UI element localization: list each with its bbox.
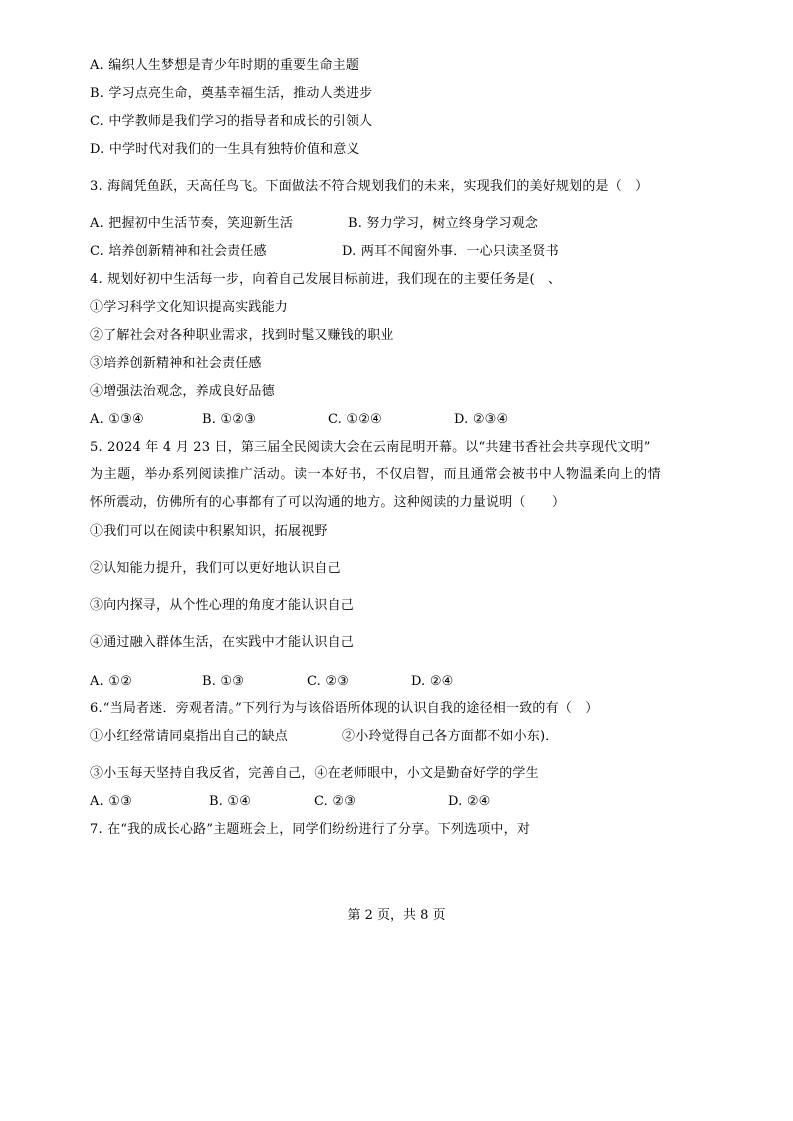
q5-stem-line-2: 为主题，举办系列阅读推广活动。读一本好书，不仅启智，而且通常会被书中人物温柔向上的情: [90, 467, 662, 482]
q2-option-c: C. 中学教师是我们学习的指导者和成长的引领人: [90, 114, 373, 129]
q3-option-b: B. 努力学习，树立终身学习观念: [348, 216, 539, 231]
q4-option-b: B. ①②③: [202, 412, 256, 427]
q6-stem: 6.“当局者迷．旁观者清。”下列行为与该俗语所体现的认识自我的途径相一致的有（ ）: [90, 701, 599, 716]
q3-options-row1: [90, 215, 538, 233]
q2-option-d: D. 中学时代对我们的一生具有独特价值和意义: [90, 142, 360, 157]
q4-option-a: A. ①③④: [90, 412, 144, 427]
q5-item-4: ④通过融入群体生活，在实践中才能认识自己: [90, 635, 355, 650]
q6-item-1: ①小红经常请同桌指出自己的缺点: [90, 729, 289, 744]
q4-option-c: C. ①②④: [328, 412, 382, 427]
q5-option-d: D. ②④: [411, 674, 454, 689]
q4-item-2: ②了解社会对各种职业需求，找到时髦又赚钱的职业: [90, 328, 394, 343]
page-footer: 第 2 页，共 8 页: [347, 908, 446, 923]
q4-option-d: D. ②③④: [454, 412, 509, 427]
q4-item-3: ③培养创新精神和社会责任感: [90, 356, 262, 371]
q5-options: [90, 673, 454, 691]
q6-option-a: A. ①③: [90, 794, 132, 809]
q6-options: [90, 793, 491, 811]
q5-stem-line-1: 5. 2024 年 4 月 23 日，第三届全民阅读大会在云南昆明开幕。以“共建书香社会共享现代文明”: [90, 440, 651, 455]
q5-item-1: ①我们可以在阅读中积累知识，拓展视野: [90, 524, 328, 539]
q4-item-1: ①学习科学文化知识提高实践能力: [90, 300, 289, 315]
q6-item-2: ②小玲觉得自己各方面都不如小东)．: [342, 729, 559, 744]
q5-option-a: A. ①②: [90, 674, 132, 689]
q6-option-d: D. ②④: [448, 794, 491, 809]
q5-stem-line-3: 怀所震动，仿佛所有的心事都有了可以沟通的地方。这种阅读的力量说明（ ）: [90, 495, 566, 510]
q2-option-b: B. 学习点亮生命，奠基幸福生活，推动人类进步: [90, 86, 373, 101]
q6-option-c: C. ②③: [314, 794, 357, 809]
q3-option-d: D. 两耳不闻窗外事．一心只读圣贤书: [342, 244, 559, 259]
q5-option-b: B. ①③: [202, 674, 245, 689]
q6-items-row2: ③小玉每天坚持自我反省，完善自己，④在老师眼中，小文是勤奋好学的学生: [90, 766, 539, 781]
q4-item-4: ④增强法治观念，养成良好品德: [90, 384, 275, 399]
q7-stem: 7. 在“我的成长心路”主题班会上，同学们纷纷进行了分享。下列选项中，对: [90, 822, 531, 837]
q3-stem: 3. 海阔凭鱼跃，天高任鸟飞。下面做法不符合规划我们的未来，实现我们的美好规划的是（ ）: [90, 179, 649, 194]
q3-option-c: C. 培养创新精神和社会责任感: [90, 244, 267, 259]
q4-stem: 4. 规划好初中生活每一步，向着自己发展目标前进，我们现在的主要任务是( 、: [90, 272, 562, 287]
q3-option-a: A. 把握初中生活节奏，笑迎新生活: [90, 216, 294, 231]
q6-items-row1: [90, 728, 558, 746]
q5-option-c: C. ②③: [307, 674, 350, 689]
q5-item-3: ③向内探寻，从个性心理的角度才能认识自己: [90, 598, 355, 613]
q4-options: [90, 411, 508, 429]
q5-item-2: ②认知能力提升，我们可以更好地认识自己: [90, 561, 341, 576]
q6-option-b: B. ①④: [209, 794, 252, 809]
q3-options-row2: [90, 243, 559, 261]
q2-option-a: A. 编织人生梦想是青少年时期的重要生命主题: [90, 58, 360, 73]
